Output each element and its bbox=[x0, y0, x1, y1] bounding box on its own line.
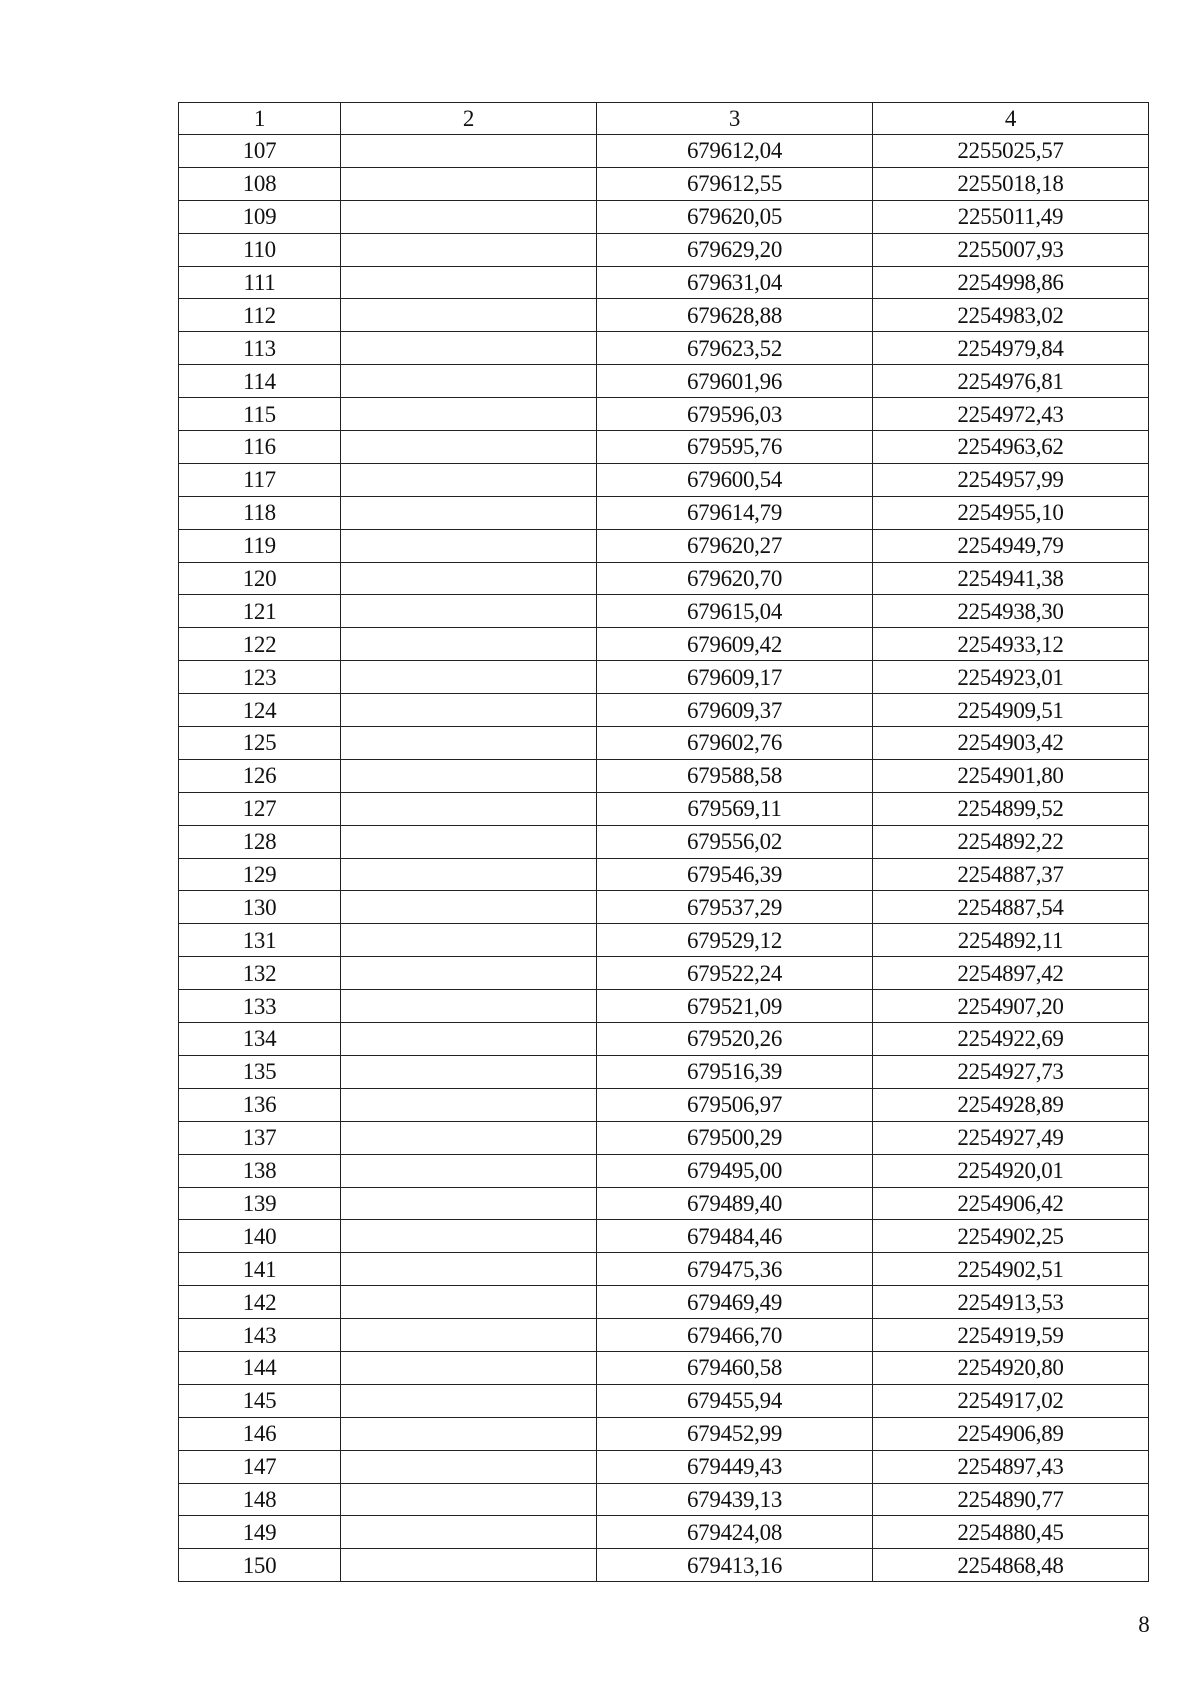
x-coordinate-cell: 679620,70 bbox=[597, 562, 873, 595]
description-cell bbox=[341, 924, 597, 957]
point-number-cell: 117 bbox=[179, 463, 341, 496]
y-coordinate-cell: 2254976,81 bbox=[873, 365, 1149, 398]
y-coordinate-cell: 2254887,54 bbox=[873, 891, 1149, 924]
point-number-cell: 126 bbox=[179, 759, 341, 792]
table-row bbox=[179, 1253, 1149, 1286]
x-coordinate-cell: 679537,29 bbox=[597, 891, 873, 924]
x-coordinate-cell: 679484,46 bbox=[597, 1220, 873, 1253]
x-coordinate-cell: 679623,52 bbox=[597, 332, 873, 365]
point-number-cell: 137 bbox=[179, 1121, 341, 1154]
x-coordinate-cell: 679439,13 bbox=[597, 1483, 873, 1516]
y-coordinate-cell: 2254957,99 bbox=[873, 463, 1149, 496]
description-cell bbox=[341, 1384, 597, 1417]
x-coordinate-cell: 679489,40 bbox=[597, 1187, 873, 1220]
table-row bbox=[179, 332, 1149, 365]
table-row bbox=[179, 1286, 1149, 1319]
y-coordinate-cell: 2254903,42 bbox=[873, 727, 1149, 760]
description-cell bbox=[341, 1187, 597, 1220]
y-coordinate-cell: 2254901,80 bbox=[873, 759, 1149, 792]
description-cell bbox=[341, 1549, 597, 1582]
table-body bbox=[179, 135, 1149, 1582]
x-coordinate-cell: 679460,58 bbox=[597, 1351, 873, 1384]
coordinates-table bbox=[178, 102, 1149, 1582]
table-row bbox=[179, 727, 1149, 760]
table-row bbox=[179, 398, 1149, 431]
x-coordinate-cell: 679495,00 bbox=[597, 1154, 873, 1187]
y-coordinate-cell: 2254920,01 bbox=[873, 1154, 1149, 1187]
description-cell bbox=[341, 529, 597, 562]
point-number-cell: 132 bbox=[179, 957, 341, 990]
x-coordinate-cell: 679620,05 bbox=[597, 200, 873, 233]
y-coordinate-cell: 2254922,69 bbox=[873, 1023, 1149, 1056]
table-row bbox=[179, 694, 1149, 727]
y-coordinate-cell: 2254972,43 bbox=[873, 398, 1149, 431]
y-coordinate-cell: 2254928,89 bbox=[873, 1088, 1149, 1121]
y-coordinate-cell: 2254933,12 bbox=[873, 628, 1149, 661]
point-number-cell: 107 bbox=[179, 135, 341, 168]
table-row bbox=[179, 924, 1149, 957]
table-row bbox=[179, 135, 1149, 168]
description-cell bbox=[341, 266, 597, 299]
x-coordinate-cell: 679556,02 bbox=[597, 825, 873, 858]
x-coordinate-cell: 679452,99 bbox=[597, 1417, 873, 1450]
description-cell bbox=[341, 1417, 597, 1450]
description-cell bbox=[341, 135, 597, 168]
description-cell bbox=[341, 233, 597, 266]
y-coordinate-cell: 2254899,52 bbox=[873, 792, 1149, 825]
x-coordinate-cell: 679455,94 bbox=[597, 1384, 873, 1417]
table-row bbox=[179, 1154, 1149, 1187]
table-row bbox=[179, 1417, 1149, 1450]
x-coordinate-cell: 679506,97 bbox=[597, 1088, 873, 1121]
point-number-cell: 110 bbox=[179, 233, 341, 266]
table-row bbox=[179, 233, 1149, 266]
description-cell bbox=[341, 957, 597, 990]
y-coordinate-cell: 2254907,20 bbox=[873, 990, 1149, 1023]
table-row bbox=[179, 628, 1149, 661]
x-coordinate-cell: 679449,43 bbox=[597, 1450, 873, 1483]
y-coordinate-cell: 2254902,51 bbox=[873, 1253, 1149, 1286]
point-number-cell: 121 bbox=[179, 595, 341, 628]
description-cell bbox=[341, 694, 597, 727]
table-row bbox=[179, 266, 1149, 299]
x-coordinate-cell: 679521,09 bbox=[597, 990, 873, 1023]
table-row bbox=[179, 562, 1149, 595]
description-cell bbox=[341, 858, 597, 891]
point-number-cell: 115 bbox=[179, 398, 341, 431]
x-coordinate-cell: 679522,24 bbox=[597, 957, 873, 990]
description-cell bbox=[341, 1088, 597, 1121]
point-number-cell: 134 bbox=[179, 1023, 341, 1056]
description-cell bbox=[341, 792, 597, 825]
x-coordinate-cell: 679614,79 bbox=[597, 496, 873, 529]
y-coordinate-cell: 2255018,18 bbox=[873, 167, 1149, 200]
point-number-cell: 147 bbox=[179, 1450, 341, 1483]
header-cell-col4: 4 bbox=[873, 103, 1149, 135]
x-coordinate-cell: 679500,29 bbox=[597, 1121, 873, 1154]
point-number-cell: 128 bbox=[179, 825, 341, 858]
x-coordinate-cell: 679413,16 bbox=[597, 1549, 873, 1582]
y-coordinate-cell: 2254897,42 bbox=[873, 957, 1149, 990]
y-coordinate-cell: 2254919,59 bbox=[873, 1319, 1149, 1352]
point-number-cell: 114 bbox=[179, 365, 341, 398]
y-coordinate-cell: 2254902,25 bbox=[873, 1220, 1149, 1253]
description-cell bbox=[341, 1351, 597, 1384]
y-coordinate-cell: 2254983,02 bbox=[873, 299, 1149, 332]
header-cell-col2: 2 bbox=[341, 103, 597, 135]
description-cell bbox=[341, 1154, 597, 1187]
point-number-cell: 123 bbox=[179, 661, 341, 694]
y-coordinate-cell: 2254938,30 bbox=[873, 595, 1149, 628]
point-number-cell: 116 bbox=[179, 431, 341, 464]
table-row bbox=[179, 365, 1149, 398]
y-coordinate-cell: 2254927,49 bbox=[873, 1121, 1149, 1154]
description-cell bbox=[341, 562, 597, 595]
description-cell bbox=[341, 595, 597, 628]
point-number-cell: 108 bbox=[179, 167, 341, 200]
y-coordinate-cell: 2254906,42 bbox=[873, 1187, 1149, 1220]
table-row bbox=[179, 1483, 1149, 1516]
y-coordinate-cell: 2255011,49 bbox=[873, 200, 1149, 233]
point-number-cell: 125 bbox=[179, 727, 341, 760]
description-cell bbox=[341, 167, 597, 200]
description-cell bbox=[341, 1253, 597, 1286]
x-coordinate-cell: 679596,03 bbox=[597, 398, 873, 431]
point-number-cell: 122 bbox=[179, 628, 341, 661]
description-cell bbox=[341, 299, 597, 332]
table-row bbox=[179, 529, 1149, 562]
point-number-cell: 135 bbox=[179, 1055, 341, 1088]
x-coordinate-cell: 679602,76 bbox=[597, 727, 873, 760]
page-number: 8 bbox=[1138, 1612, 1150, 1637]
description-cell bbox=[341, 1286, 597, 1319]
point-number-cell: 112 bbox=[179, 299, 341, 332]
table-row bbox=[179, 825, 1149, 858]
x-coordinate-cell: 679600,54 bbox=[597, 463, 873, 496]
x-coordinate-cell: 679588,58 bbox=[597, 759, 873, 792]
y-coordinate-cell: 2254917,02 bbox=[873, 1384, 1149, 1417]
point-number-cell: 150 bbox=[179, 1549, 341, 1582]
point-number-cell: 136 bbox=[179, 1088, 341, 1121]
description-cell bbox=[341, 1055, 597, 1088]
x-coordinate-cell: 679529,12 bbox=[597, 924, 873, 957]
table-row bbox=[179, 595, 1149, 628]
point-number-cell: 109 bbox=[179, 200, 341, 233]
description-cell bbox=[341, 1516, 597, 1549]
point-number-cell: 139 bbox=[179, 1187, 341, 1220]
y-coordinate-cell: 2254923,01 bbox=[873, 661, 1149, 694]
description-cell bbox=[341, 365, 597, 398]
x-coordinate-cell: 679609,37 bbox=[597, 694, 873, 727]
y-coordinate-cell: 2254913,53 bbox=[873, 1286, 1149, 1319]
description-cell bbox=[341, 431, 597, 464]
description-cell bbox=[341, 1023, 597, 1056]
description-cell bbox=[341, 463, 597, 496]
y-coordinate-cell: 2255007,93 bbox=[873, 233, 1149, 266]
table-row bbox=[179, 1121, 1149, 1154]
description-cell bbox=[341, 1220, 597, 1253]
point-number-cell: 144 bbox=[179, 1351, 341, 1384]
table-row bbox=[179, 299, 1149, 332]
y-coordinate-cell: 2254941,38 bbox=[873, 562, 1149, 595]
y-coordinate-cell: 2254906,89 bbox=[873, 1417, 1149, 1450]
table-header bbox=[179, 103, 1149, 135]
y-coordinate-cell: 2254949,79 bbox=[873, 529, 1149, 562]
header-cell-col3: 3 bbox=[597, 103, 873, 135]
description-cell bbox=[341, 200, 597, 233]
table-row bbox=[179, 990, 1149, 1023]
table-row bbox=[179, 661, 1149, 694]
x-coordinate-cell: 679516,39 bbox=[597, 1055, 873, 1088]
table-row bbox=[179, 1450, 1149, 1483]
point-number-cell: 149 bbox=[179, 1516, 341, 1549]
table-row bbox=[179, 891, 1149, 924]
table-row bbox=[179, 1384, 1149, 1417]
y-coordinate-cell: 2254909,51 bbox=[873, 694, 1149, 727]
table-row bbox=[179, 858, 1149, 891]
point-number-cell: 146 bbox=[179, 1417, 341, 1450]
point-number-cell: 142 bbox=[179, 1286, 341, 1319]
point-number-cell: 129 bbox=[179, 858, 341, 891]
header-row bbox=[179, 103, 1149, 135]
x-coordinate-cell: 679569,11 bbox=[597, 792, 873, 825]
y-coordinate-cell: 2254897,43 bbox=[873, 1450, 1149, 1483]
description-cell bbox=[341, 891, 597, 924]
y-coordinate-cell: 2254887,37 bbox=[873, 858, 1149, 891]
description-cell bbox=[341, 398, 597, 431]
description-cell bbox=[341, 496, 597, 529]
table-row bbox=[179, 792, 1149, 825]
description-cell bbox=[341, 1483, 597, 1516]
x-coordinate-cell: 679609,17 bbox=[597, 661, 873, 694]
y-coordinate-cell: 2254880,45 bbox=[873, 1516, 1149, 1549]
point-number-cell: 130 bbox=[179, 891, 341, 924]
table-row bbox=[179, 1187, 1149, 1220]
point-number-cell: 143 bbox=[179, 1319, 341, 1352]
y-coordinate-cell: 2254868,48 bbox=[873, 1549, 1149, 1582]
table-row bbox=[179, 1516, 1149, 1549]
x-coordinate-cell: 679631,04 bbox=[597, 266, 873, 299]
table-row bbox=[179, 200, 1149, 233]
point-number-cell: 119 bbox=[179, 529, 341, 562]
point-number-cell: 113 bbox=[179, 332, 341, 365]
description-cell bbox=[341, 1450, 597, 1483]
description-cell bbox=[341, 727, 597, 760]
table-row bbox=[179, 431, 1149, 464]
header-cell-col1: 1 bbox=[179, 103, 341, 135]
point-number-cell: 138 bbox=[179, 1154, 341, 1187]
description-cell bbox=[341, 332, 597, 365]
x-coordinate-cell: 679601,96 bbox=[597, 365, 873, 398]
x-coordinate-cell: 679595,76 bbox=[597, 431, 873, 464]
table-row bbox=[179, 1319, 1149, 1352]
point-number-cell: 120 bbox=[179, 562, 341, 595]
description-cell bbox=[341, 1319, 597, 1352]
table-row bbox=[179, 1088, 1149, 1121]
x-coordinate-cell: 679424,08 bbox=[597, 1516, 873, 1549]
table-row bbox=[179, 1055, 1149, 1088]
table-row bbox=[179, 1351, 1149, 1384]
x-coordinate-cell: 679469,49 bbox=[597, 1286, 873, 1319]
point-number-cell: 133 bbox=[179, 990, 341, 1023]
table-row bbox=[179, 167, 1149, 200]
x-coordinate-cell: 679475,36 bbox=[597, 1253, 873, 1286]
point-number-cell: 148 bbox=[179, 1483, 341, 1516]
table-row bbox=[179, 1549, 1149, 1582]
x-coordinate-cell: 679520,26 bbox=[597, 1023, 873, 1056]
description-cell bbox=[341, 825, 597, 858]
description-cell bbox=[341, 1121, 597, 1154]
table-row bbox=[179, 957, 1149, 990]
x-coordinate-cell: 679466,70 bbox=[597, 1319, 873, 1352]
table-row bbox=[179, 1220, 1149, 1253]
point-number-cell: 111 bbox=[179, 266, 341, 299]
x-coordinate-cell: 679612,55 bbox=[597, 167, 873, 200]
y-coordinate-cell: 2254998,86 bbox=[873, 266, 1149, 299]
y-coordinate-cell: 2254979,84 bbox=[873, 332, 1149, 365]
y-coordinate-cell: 2254920,80 bbox=[873, 1351, 1149, 1384]
description-cell bbox=[341, 661, 597, 694]
description-cell bbox=[341, 628, 597, 661]
point-number-cell: 131 bbox=[179, 924, 341, 957]
y-coordinate-cell: 2254890,77 bbox=[873, 1483, 1149, 1516]
x-coordinate-cell: 679612,04 bbox=[597, 135, 873, 168]
y-coordinate-cell: 2254892,22 bbox=[873, 825, 1149, 858]
point-number-cell: 141 bbox=[179, 1253, 341, 1286]
description-cell bbox=[341, 990, 597, 1023]
y-coordinate-cell: 2254955,10 bbox=[873, 496, 1149, 529]
x-coordinate-cell: 679615,04 bbox=[597, 595, 873, 628]
y-coordinate-cell: 2254963,62 bbox=[873, 431, 1149, 464]
x-coordinate-cell: 679609,42 bbox=[597, 628, 873, 661]
point-number-cell: 118 bbox=[179, 496, 341, 529]
y-coordinate-cell: 2254892,11 bbox=[873, 924, 1149, 957]
table-row bbox=[179, 496, 1149, 529]
y-coordinate-cell: 2255025,57 bbox=[873, 135, 1149, 168]
description-cell bbox=[341, 759, 597, 792]
x-coordinate-cell: 679546,39 bbox=[597, 858, 873, 891]
x-coordinate-cell: 679628,88 bbox=[597, 299, 873, 332]
x-coordinate-cell: 679629,20 bbox=[597, 233, 873, 266]
table-row bbox=[179, 463, 1149, 496]
point-number-cell: 124 bbox=[179, 694, 341, 727]
x-coordinate-cell: 679620,27 bbox=[597, 529, 873, 562]
table-row bbox=[179, 1023, 1149, 1056]
y-coordinate-cell: 2254927,73 bbox=[873, 1055, 1149, 1088]
table-row bbox=[179, 759, 1149, 792]
point-number-cell: 127 bbox=[179, 792, 341, 825]
point-number-cell: 140 bbox=[179, 1220, 341, 1253]
point-number-cell: 145 bbox=[179, 1384, 341, 1417]
